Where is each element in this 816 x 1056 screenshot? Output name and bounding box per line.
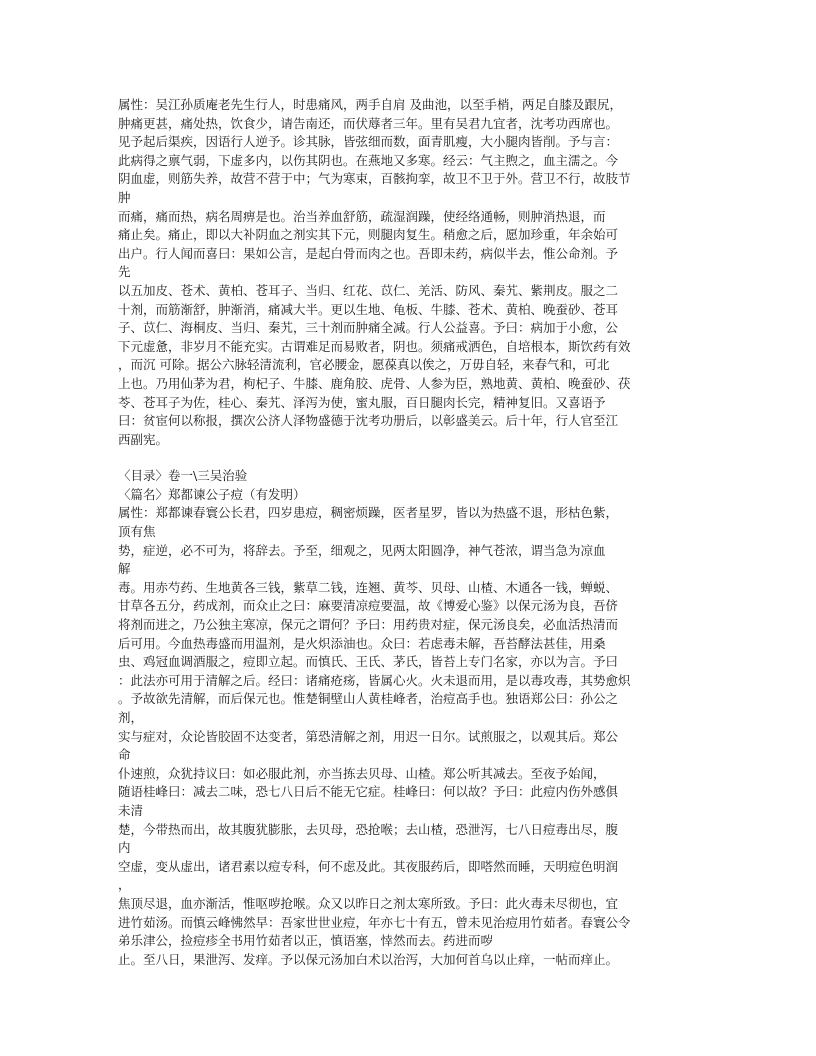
text-line: 西副宪。: [118, 431, 169, 447]
text-line: 痛止矣。痛止，即以大补阴血之剂实其下元，则腿肉复生。稍愈之后，愿加珍重，年余始可: [118, 227, 619, 243]
text-line: 以五加皮、苍术、黄柏、苍耳子、当归、红花、苡仁、羌活、防风、秦艽、紫荆皮。服之二: [118, 282, 619, 298]
text-line: 焦顶尽退，血亦渐活，惟呕哕抢喉。众又以昨日之剂太寒所致。予曰：此火毒未尽彻也，宜: [118, 895, 619, 911]
text-line: 〈篇名〉郑都谏公子痘（有发明）: [118, 486, 306, 502]
text-line: 出户。行人闻而喜曰：果如公言，是起白骨而肉之也。吾即未药，病似半去，惟公命剂。予: [118, 245, 619, 261]
text-line: 毒。用赤芍药、生地黄各三钱，紫草二钱，连翘、黄芩、贝母、山楂、木通各一钱，蝉蜕、: [118, 579, 619, 595]
text-line: 下元虚惫，非岁月不能充实。古谓难足而易败者，阴也。须痛戒洒色，自培根本，斯饮药有效: [118, 338, 631, 354]
text-line: 未清: [118, 802, 144, 818]
case-record-zheng-duqian: [118, 467, 700, 969]
text-line: 先: [118, 264, 131, 280]
text-line: 解: [118, 561, 131, 577]
text-line: 〈目录〉卷一\三吴治验: [118, 468, 248, 484]
text-line: 空虚，变从虚出，诸君素以痘专科，何不虑及此。其夜服药后，即嗒然而睡，天明痘色明润: [118, 858, 619, 874]
text-line: 实与症对，众论皆胶固不达变者，第恐清解之剂，用迟一日尔。试煎服之，以观其后。郑公: [118, 728, 619, 744]
text-line: 进竹茹汤。而慎云峰怫然早：吾家世世业痘，年亦七十有五，曾未见治痘用竹茹者。春寰公令: [118, 914, 631, 930]
text-line: ：此法亦可用于清解之后。经曰：诸痛疮疡，皆属心火。火未退而用，是以毒攻毒，其势愈炽: [118, 672, 631, 688]
text-line: 属性：吴江孙质庵老先生行人，时患痛风，两手自肩 及曲池，以至手梢，两足自膝及跟尻，: [118, 97, 622, 112]
text-line: 属性：郑都谏春寰公长君，四岁患痘，稠密烦躁，医者星罗，皆以为热盛不退，形枯色紫，: [118, 505, 619, 521]
text-line: ，: [118, 877, 131, 893]
text-line: 楚，今带热而出，故其腹犹膨胀，去贝母，恐抢喉；去山楂，恐泄泻，七八日痘毒出尽，腹: [118, 821, 619, 837]
case-record-sun-zhian: [118, 96, 700, 449]
text-line: 子、苡仁、海桐皮、当归、秦艽，三十剂而肿痛全减。行人公益喜。予曰：病加于小愈，公: [118, 320, 619, 336]
text-line: 顶有焦: [118, 524, 156, 540]
text-line: 仆速煎，众犹持议曰：如必服此剂，亦当拣去贝母、山楂。郑公听其减去。至夜予始闻，: [118, 765, 606, 781]
text-line: 随语桂峰曰：减去二味，恐七八日后不能无它症。桂峰曰：何以故？予曰：此痘内伤外感俱: [118, 784, 619, 800]
text-line: 命: [118, 747, 131, 763]
text-line: 肿: [118, 189, 131, 205]
text-line: 甘草各五分，药成剂，而众止之曰：麻要清凉痘要温，故《博爱心鉴》以保元汤为良，吾侪: [118, 598, 619, 614]
text-line: 弟乐津公，捡痘疹全书用竹茹者以正，慎语塞，悻然而去。药进而哕: [118, 933, 494, 949]
text-line: 剂，: [118, 710, 144, 725]
document-page: [118, 96, 700, 969]
text-line: 止。至八日，果泄泻、发痒。予以保元汤加白术以治泻，大加何首乌以止痒，一帖而痒止。: [118, 951, 619, 967]
text-line: 将剂而进之，乃公独主寒凉，保元之谓何？予曰：用药贵对症，保元汤良矣，必血活热清而: [118, 617, 619, 633]
text-line: 内: [118, 840, 131, 856]
section-gap: [118, 449, 700, 467]
text-line: 。予故欲先清解，而后保元也。惟楚铜壁山人黄桂峰者，治痘高手也。独语郑公曰：孙公之: [118, 691, 619, 707]
text-line: 十剂，而筋渐舒，肿渐消，痛减大半。更以生地、龟板、牛膝、苍术、黄柏、晚蚕砂、苍耳: [118, 301, 619, 317]
text-line: 苓、苍耳子为佐，桂心、秦艽、泽泻为使，蜜丸服，百日腿肉长完，精神复旧。又喜语予: [118, 394, 606, 410]
text-line: 后可用。今血热毒盛而用温剂，是火炽添油也。众曰：若虑毒未解，吾苔酵法甚佳，用桑: [118, 635, 606, 651]
text-line: 肿痛更甚，痛处热，饮食少，请告南还，而伏蓐者三年。里有吴君九宜者，沈考功西席也。: [118, 115, 619, 131]
text-line: ，而沉 可除。据公六脉轻清流利，官必腰金，愿葆真以俟之，万毋自轻，来春气和，可北: [118, 357, 610, 373]
text-line: 此病得之禀气弱，下虚多内，以伤其阴也。在燕地又多寒。经云：气主煦之，血主濡之。今: [118, 152, 619, 168]
text-line: 虫、鸡冠血调酒服之，痘即立起。而慎氏、王氏、茅氏，皆苔上专门名家，亦以为言。予曰: [118, 654, 619, 670]
text-line: 阴血虚，则筋失养，故营不营于中；气为寒束，百骸拘挛，故卫不卫于外。营卫不行，故肢节: [118, 171, 631, 187]
text-line: 见予起后渠疾，因语行人逆予。诊其脉，皆弦细而数，面青肌瘦，大小腿肉皆削。予与言：: [118, 134, 619, 150]
text-line: 而痛，痛而热，病名周痹是也。治当养血舒筋，疏湿润躁，使经络通畅，则肿消热退，而: [118, 208, 606, 224]
text-line: 曰：贫宦何以称报，撰次公济人泽物盛德于沈考功册后，以彰盛美云。后十年，行人官至江: [118, 413, 619, 429]
text-line: 上也。乃用仙茅为君，枸杞子、牛膝、鹿角胶、虎骨、人参为臣，熟地黄、黄柏、晚蚕砂、茯: [118, 375, 631, 391]
text-line: 势，症逆，必不可为，将辞去。予至，细观之，见两太阳圆净，神气苍浓，谓当急为凉血: [118, 542, 606, 558]
